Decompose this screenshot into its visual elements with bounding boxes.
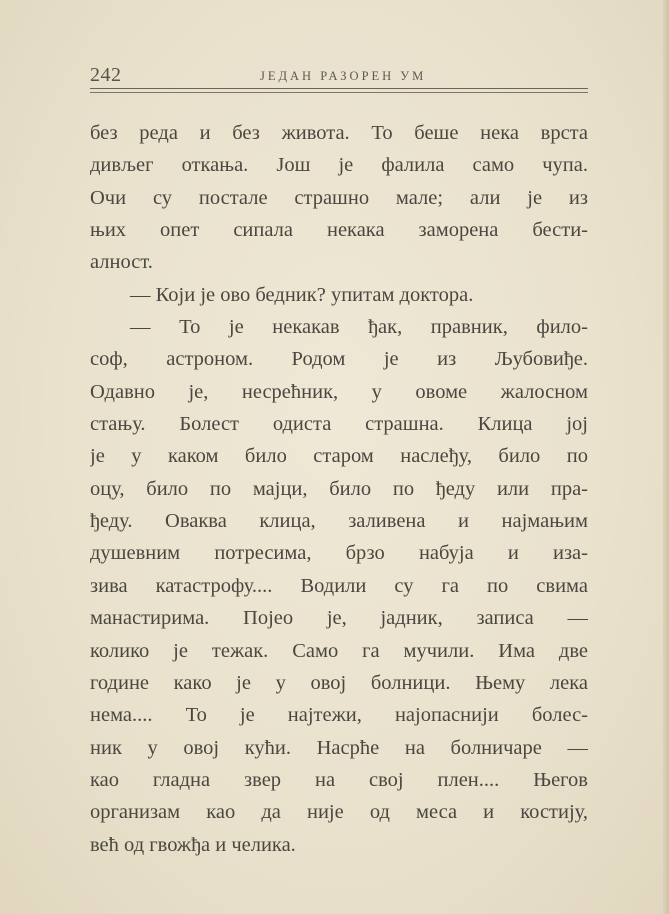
text-line: — То је некакав ђак, правник, фило- bbox=[130, 316, 588, 339]
text-line: Одавно је, несрећник, у овоме жалосном bbox=[90, 380, 588, 403]
text-line: оцу, било по мајци, било по ђеду или пра- bbox=[90, 477, 588, 500]
text-line: — Који је ово бедник? упитам доктора. bbox=[130, 283, 474, 306]
text-line: већ од гвожђа и челика. bbox=[90, 833, 296, 856]
page-edge bbox=[663, 0, 669, 914]
text-line: стању. Болест одиста страшна. Клица јој bbox=[90, 413, 588, 436]
text-line: њих опет сипала некака заморена бести- bbox=[90, 219, 588, 242]
page-number: 242 bbox=[90, 64, 122, 86]
text-line: манастирима. Појео је, јадник, записа — bbox=[90, 607, 588, 630]
text-line: колико је тежак. Само га мучили. Има две bbox=[90, 639, 588, 662]
header-rule-top bbox=[90, 88, 588, 89]
text-line: организам као да није од меса и костију, bbox=[90, 801, 588, 824]
page-header bbox=[90, 60, 588, 96]
text-line: зива катастрофу.... Водили су га по свима bbox=[90, 574, 588, 597]
running-title: ЈЕДАН РАЗОРЕН УМ bbox=[260, 69, 427, 83]
text-line: ник у овој кући. Насрће на болничаре — bbox=[90, 736, 588, 759]
body-text bbox=[90, 117, 588, 861]
text-line: алност. bbox=[90, 251, 153, 274]
header-rule-bottom bbox=[90, 92, 588, 93]
text-line: без реда и без живота. То беше нека врста bbox=[90, 122, 588, 144]
text-line: Очи су постале страшно мале; али је из bbox=[90, 186, 588, 209]
text-line: ђеду. Оваква клица, заливена и најмањим bbox=[90, 510, 588, 533]
text-line: године како је у овој болници. Њему лека bbox=[90, 671, 588, 694]
text-line: нема.... То је најтежи, најопаснији болес- bbox=[90, 704, 588, 727]
text-line: дивљег откања. Још је фалила само чупа. bbox=[90, 154, 588, 177]
text-line: соф, астроном. Родом је из Љубовиђе. bbox=[90, 348, 588, 371]
text-line: душевним потресима, брзо набуја и иза- bbox=[90, 542, 588, 565]
text-line: је у каком било старом наслеђу, било по bbox=[90, 445, 588, 468]
text-line: као гладна звер на свој плен.... Његов bbox=[90, 768, 588, 791]
